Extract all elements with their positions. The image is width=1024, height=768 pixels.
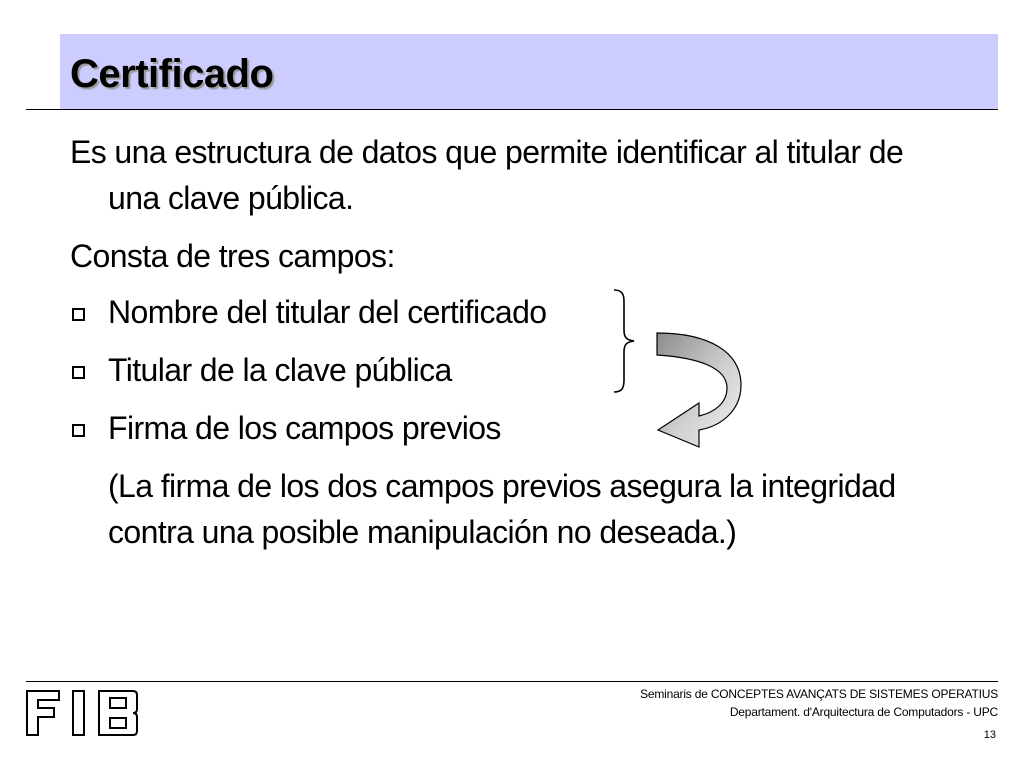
footer-department: Departament. d'Arquitectura de Computadors - UPC	[729, 705, 998, 719]
footer-divider	[26, 681, 998, 682]
bullet-item-name: Nombre del titular del certificado	[108, 294, 547, 330]
bullet-item-public-key-owner: Titular de la clave pública	[108, 352, 452, 388]
hollow-square-icon	[72, 308, 85, 321]
curved-arrow-icon	[654, 330, 746, 452]
fib-logo	[26, 690, 138, 736]
fields-heading: Consta de tres campos:	[70, 238, 395, 274]
hollow-square-icon	[72, 424, 85, 437]
page-number: 13	[983, 729, 996, 741]
intro-line-2: una clave pública.	[108, 180, 354, 216]
intro-line-1: Es una estructura de datos que permite identificar al titular de	[70, 134, 904, 170]
right-curly-brace-icon	[612, 288, 636, 394]
hollow-square-icon	[72, 366, 85, 379]
footer-course-title: Seminaris de CONCEPTES AVANÇATS DE SISTEMES OPERATIUS	[640, 687, 998, 701]
bullet-item-signature: Firma de los campos previos	[108, 410, 501, 446]
note-line-1: (La firma de los dos campos previos asegura la integridad	[108, 468, 896, 504]
note-line-2: contra una posible manipulación no deseada.)	[108, 514, 737, 550]
slide-title: Certificado	[70, 52, 274, 96]
